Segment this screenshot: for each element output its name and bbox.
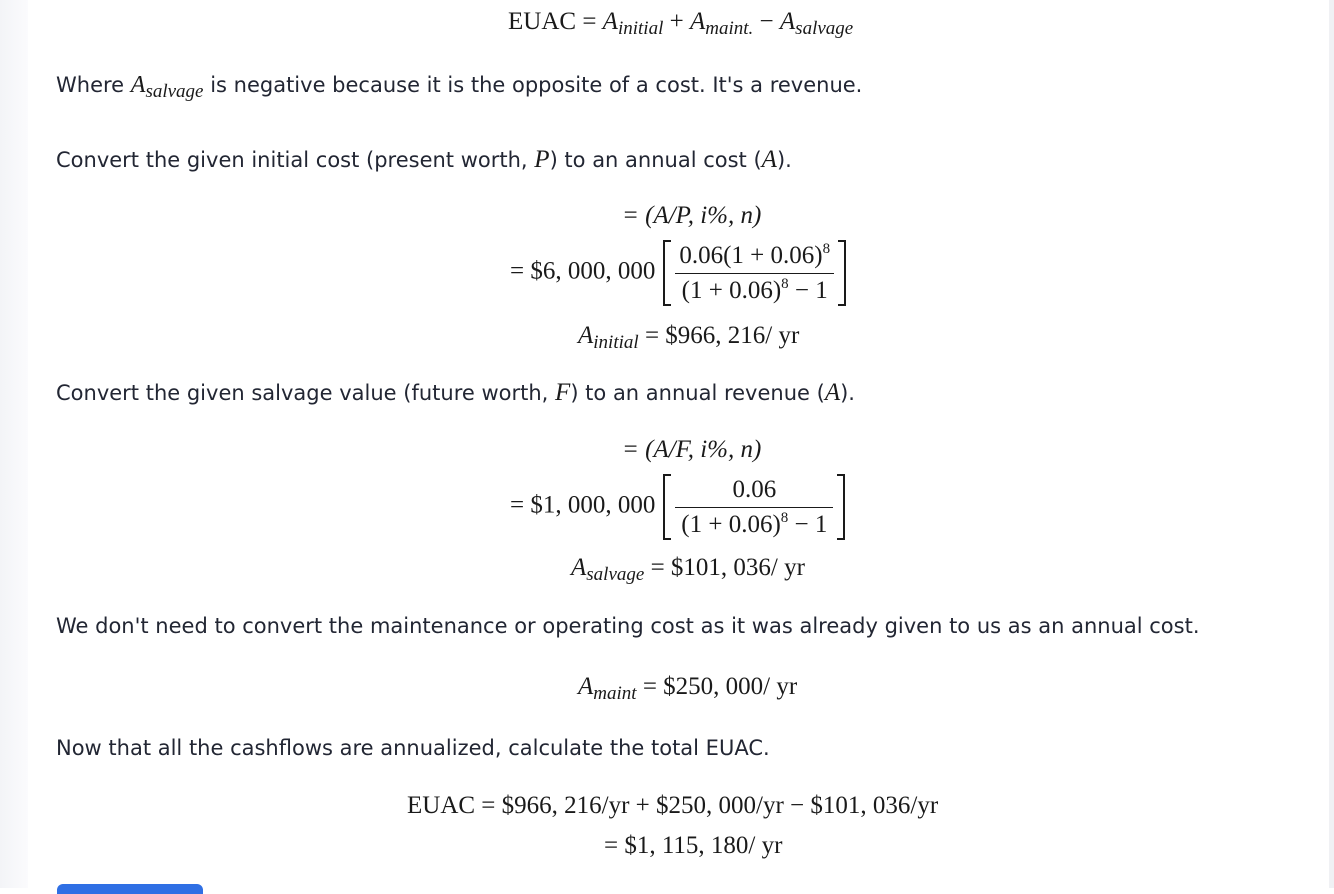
scrollbar-track[interactable]: [1329, 0, 1334, 888]
total-instruction: Now that all the cashflows are annualized, calculate the total EUAC.: [56, 736, 770, 760]
a-salvage-result: $A_{salvage}$ = $101, 036/ yr: [571, 554, 805, 585]
a-maint-value: $A_{maint}$ = $250, 000/ yr: [578, 673, 798, 704]
initial-cost-instruction: Convert the given initial cost (present worth, P) to an annual cost (A).: [56, 146, 792, 173]
salvage-note: Where $A_{salvage}$ is negative because it is the opposite of a cost. It's a revenue.: [56, 72, 863, 102]
maintenance-note: We don't need to convert the maintenance or operating cost as it was already given to us as an annual cost.: [56, 614, 1200, 638]
salvage-instruction: Convert the given salvage value (future worth, F) to an annual revenue (A).: [56, 379, 855, 406]
euac-total-sum: EUAC = $966, 216/yr + $250, 000/yr − $101, 036/yr: [407, 792, 939, 819]
action-button[interactable]: [57, 884, 203, 894]
ap-factor: = (A/P, i%, n): [622, 202, 762, 229]
af-factor-expression: = $1, 000, 000 $\frac{0.06}{(1 + 0.06)^8 - 1}$: [510, 474, 845, 540]
left-panel-edge: [0, 0, 28, 888]
ap-factor-expression: = $6, 000, 000 $\frac{0.06(1 + 0.06)^8}{(1 + 0.06)^8 - 1}$: [510, 240, 846, 306]
euac-total-result: = $1, 115, 180/ yr: [604, 832, 783, 859]
a-initial-result: $A_{initial}$ = $966, 216/ yr: [578, 322, 800, 353]
af-factor: = (A/F, i%, n): [622, 436, 762, 463]
euac-formula: EUAC = $A_{initial} + A_{maint.} - A_{salvage}$: [508, 8, 854, 39]
